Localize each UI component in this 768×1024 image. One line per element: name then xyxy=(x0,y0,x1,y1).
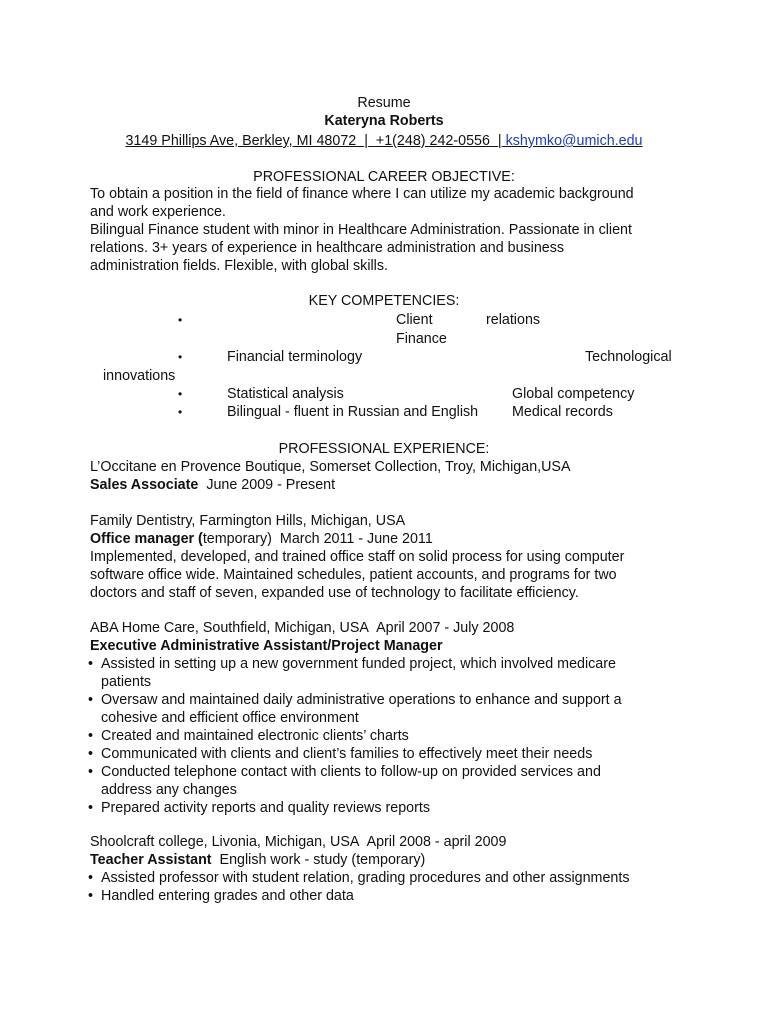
list-item: • Communicated with clients and client’s families to effectively meet their needs xyxy=(88,746,593,762)
job-employer-line xyxy=(90,619,690,637)
objective-line: and work experience. xyxy=(90,204,226,220)
job-title: Executive Administrative Assistant/Project Manager xyxy=(90,638,443,654)
job-entry xyxy=(90,833,690,869)
list-item: • Assisted professor with student relation, grading procedures and other assignments xyxy=(88,870,630,886)
job-duties-list xyxy=(88,869,688,905)
job-title-note: temporary) xyxy=(202,531,272,547)
list-item: • Created and maintained electronic clients’ charts xyxy=(88,728,409,744)
separator: | xyxy=(497,133,502,149)
phone: +1(248) 242-0556 xyxy=(375,133,490,149)
job-title-line xyxy=(90,476,690,494)
job-employer-line xyxy=(90,833,690,851)
list-item: patients xyxy=(101,674,152,690)
list-item: • Conducted telephone contact with clients to follow-up on provided services and xyxy=(88,764,601,780)
list-item: • Oversaw and maintained daily administrative operations to enhance and support a xyxy=(88,692,622,708)
list-item: • Prepared activity reports and quality reviews reports xyxy=(88,800,430,816)
address: 3149 Phillips Ave, Berkley, MI 48072 xyxy=(125,133,357,149)
job-description-line: Implemented, developed, and trained office staff on solid process for using computer xyxy=(90,549,625,565)
document-label: Resume xyxy=(357,95,411,111)
bullet: • xyxy=(178,313,183,327)
list-item: address any changes xyxy=(101,782,237,798)
competency-item: Technological xyxy=(585,349,672,365)
list-item: cohesive and efficient office environment xyxy=(101,710,359,726)
contact-line xyxy=(0,132,768,150)
competency-item: Client xyxy=(396,312,433,328)
bullet: • xyxy=(88,746,94,762)
job-entry xyxy=(90,458,690,494)
bullet: • xyxy=(178,387,183,401)
objective-line: Bilingual Finance student with minor in Healthcare Administration. Passionate in client xyxy=(90,222,632,238)
bullet: • xyxy=(88,888,94,904)
bullet: • xyxy=(88,870,94,886)
bullet: • xyxy=(88,728,94,744)
competency-item: Finance xyxy=(396,331,447,347)
bullet: • xyxy=(88,800,94,816)
job-dates: April 2008 - april 2009 xyxy=(366,834,507,850)
job-entry xyxy=(90,512,690,602)
job-dates: March 2011 - June 2011 xyxy=(279,531,433,547)
job-duties-list xyxy=(88,655,688,817)
job-employer: Shoolcraft college, Livonia, Michigan, USA xyxy=(90,834,360,850)
experience-heading: PROFESSIONAL EXPERIENCE: xyxy=(278,441,490,457)
competency-item: Statistical analysis xyxy=(227,386,344,402)
list-item: • Handled entering grades and other data xyxy=(88,888,354,904)
objective-line: administration fields. Flexible, with global skills. xyxy=(90,258,388,274)
competency-item: Medical records xyxy=(512,404,613,420)
list-item: • Assisted in setting up a new government funded project, which involved medicare xyxy=(88,656,616,672)
job-title-note: English work - study (temporary) xyxy=(219,852,426,868)
objective-line: To obtain a position in the field of finance where I can utilize my academic background xyxy=(90,186,634,202)
job-title: Sales Associate xyxy=(90,477,199,493)
job-title: Office manager ( xyxy=(90,531,203,547)
competencies-heading: KEY COMPETENCIES: xyxy=(308,293,460,309)
competency-item: innovations xyxy=(103,368,176,384)
competency-item: relations xyxy=(486,312,541,328)
bullet: • xyxy=(178,405,183,419)
bullet: • xyxy=(88,656,94,672)
bullet: • xyxy=(178,350,183,364)
objective-text xyxy=(90,185,690,275)
job-employer: L’Occitane en Provence Boutique, Somerset Collection, Troy, Michigan,USA xyxy=(90,459,571,475)
job-description-line: doctors and staff of seven, expanded use of technology to facilitate efficiency. xyxy=(90,585,579,601)
applicant-name: Kateryna Roberts xyxy=(324,113,444,129)
job-dates: April 2007 - July 2008 xyxy=(376,620,515,636)
job-employer: Family Dentistry, Farmington Hills, Michigan, USA xyxy=(90,513,406,529)
job-dates: June 2009 - Present xyxy=(206,477,336,493)
competency-item: Bilingual - fluent in Russian and English xyxy=(227,404,479,420)
email-link[interactable]: kshymko@umich.edu xyxy=(505,133,643,149)
separator: | xyxy=(364,133,368,149)
competency-item: Global competency xyxy=(512,386,635,402)
job-title: Teacher Assistant xyxy=(90,852,212,868)
job-description-line: software office wide. Maintained schedules, patient accounts, and programs for two xyxy=(90,567,617,583)
bullet: • xyxy=(88,692,94,708)
job-entry xyxy=(90,619,690,655)
bullet: • xyxy=(88,764,94,780)
objective-line: relations. 3+ years of experience in healthcare administration and business xyxy=(90,240,565,256)
job-title-line xyxy=(90,530,690,548)
objective-heading: PROFESSIONAL CAREER OBJECTIVE: xyxy=(253,169,515,185)
competency-item: Financial terminology xyxy=(227,349,363,365)
job-title-line xyxy=(90,851,690,869)
job-employer: ABA Home Care, Southfield, Michigan, USA xyxy=(90,620,369,636)
